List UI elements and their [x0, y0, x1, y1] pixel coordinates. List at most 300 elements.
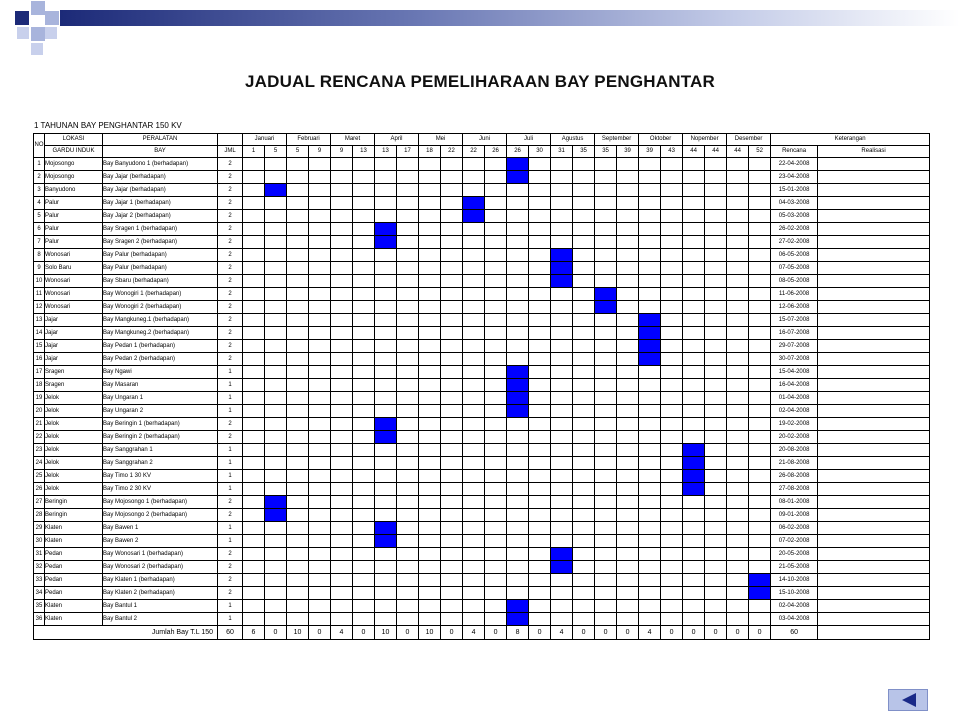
- row-rencana: 12-06-2008: [771, 301, 818, 314]
- week-cell: [485, 366, 507, 379]
- week-cell: [639, 587, 661, 600]
- week-cell: [617, 353, 639, 366]
- row-rencana: 21-08-2008: [771, 457, 818, 470]
- schedule-marker: [507, 158, 529, 171]
- week-cell: [463, 483, 485, 496]
- week-cell: [375, 158, 397, 171]
- week-cell: [573, 158, 595, 171]
- week-cell: [397, 535, 419, 548]
- week-cell: [529, 457, 551, 470]
- week-cell: [265, 613, 287, 626]
- week-cell: [573, 314, 595, 327]
- week-cell: [485, 470, 507, 483]
- week-cell: [683, 288, 705, 301]
- header-week: 30: [529, 146, 551, 158]
- back-nav-button[interactable]: [888, 689, 928, 711]
- week-cell: [287, 171, 309, 184]
- week-cell: [529, 327, 551, 340]
- week-cell: [331, 184, 353, 197]
- week-cell: [463, 418, 485, 431]
- week-cell: [419, 535, 441, 548]
- table-subtitle: 1 TAHUNAN BAY PENGHANTAR 150 KV: [34, 121, 182, 130]
- week-cell: [727, 197, 749, 210]
- row-lokasi: Jelok: [45, 431, 103, 444]
- week-cell: [551, 613, 573, 626]
- week-cell: [573, 223, 595, 236]
- week-cell: [639, 548, 661, 561]
- week-cell: [551, 470, 573, 483]
- week-cell: [287, 275, 309, 288]
- table-row: [34, 431, 930, 444]
- schedule-marker: [265, 184, 287, 197]
- week-cell: [749, 613, 771, 626]
- row-no: 3: [34, 184, 45, 197]
- week-cell: [507, 353, 529, 366]
- week-cell: [375, 314, 397, 327]
- week-cell: [463, 587, 485, 600]
- week-cell: [287, 613, 309, 626]
- week-cell: [463, 288, 485, 301]
- row-lokasi: Jelok: [45, 444, 103, 457]
- week-cell: [463, 236, 485, 249]
- week-cell: [397, 418, 419, 431]
- week-cell: [353, 561, 375, 574]
- row-realisasi: [818, 210, 930, 223]
- week-cell: [639, 158, 661, 171]
- week-cell: [441, 379, 463, 392]
- week-cell: [265, 379, 287, 392]
- week-cell: [551, 366, 573, 379]
- week-cell: [485, 600, 507, 613]
- week-cell: [639, 574, 661, 587]
- week-cell: [529, 314, 551, 327]
- week-cell: [617, 613, 639, 626]
- week-cell: [683, 600, 705, 613]
- week-cell: [485, 171, 507, 184]
- week-cell: [749, 405, 771, 418]
- week-cell: [683, 535, 705, 548]
- week-cell: [705, 600, 727, 613]
- row-lokasi: Beringin: [45, 509, 103, 522]
- week-cell: [265, 249, 287, 262]
- schedule-marker: [551, 249, 573, 262]
- week-cell: [243, 574, 265, 587]
- week-cell: [397, 327, 419, 340]
- week-cell: [749, 470, 771, 483]
- row-lokasi: Jelok: [45, 405, 103, 418]
- week-cell: [243, 405, 265, 418]
- week-cell: [485, 249, 507, 262]
- week-cell: [375, 509, 397, 522]
- week-cell: [595, 236, 617, 249]
- week-cell: [397, 210, 419, 223]
- week-cell: [441, 470, 463, 483]
- page-title: JADUAL RENCANA PEMELIHARAAN BAY PENGHANTAR: [245, 72, 715, 91]
- week-cell: [705, 405, 727, 418]
- schedule-marker: [551, 561, 573, 574]
- week-cell: [749, 431, 771, 444]
- week-cell: [353, 613, 375, 626]
- week-cell: [375, 288, 397, 301]
- row-no: 11: [34, 288, 45, 301]
- row-realisasi: [818, 366, 930, 379]
- row-no: 19: [34, 392, 45, 405]
- week-cell: [287, 561, 309, 574]
- week-cell: [683, 366, 705, 379]
- week-cell: [485, 223, 507, 236]
- week-cell: [309, 613, 331, 626]
- week-cell: [463, 561, 485, 574]
- row-lokasi: Wonosari: [45, 275, 103, 288]
- week-cell: [595, 262, 617, 275]
- week-cell: [705, 509, 727, 522]
- week-cell: [683, 353, 705, 366]
- week-cell: [309, 314, 331, 327]
- week-cell: [683, 236, 705, 249]
- row-bay: Bay Sanggrahan 1: [103, 444, 218, 457]
- week-cell: [331, 587, 353, 600]
- week-cell: [683, 431, 705, 444]
- week-cell: [243, 379, 265, 392]
- week-cell: [309, 587, 331, 600]
- footer-week-total: 0: [705, 626, 727, 640]
- schedule-marker: [375, 522, 397, 535]
- week-cell: [331, 197, 353, 210]
- week-cell: [463, 574, 485, 587]
- week-cell: [705, 327, 727, 340]
- week-cell: [331, 171, 353, 184]
- footer-week-total: 4: [331, 626, 353, 640]
- week-cell: [639, 470, 661, 483]
- week-cell: [375, 496, 397, 509]
- week-cell: [749, 171, 771, 184]
- week-cell: [595, 600, 617, 613]
- row-jml: 2: [218, 275, 243, 288]
- week-cell: [595, 158, 617, 171]
- week-cell: [683, 561, 705, 574]
- week-cell: [463, 184, 485, 197]
- week-cell: [617, 470, 639, 483]
- week-cell: [243, 587, 265, 600]
- footer-rencana-total: 60: [771, 626, 818, 640]
- week-cell: [287, 249, 309, 262]
- week-cell: [331, 535, 353, 548]
- week-cell: [727, 613, 749, 626]
- week-cell: [705, 392, 727, 405]
- week-cell: [309, 600, 331, 613]
- week-cell: [683, 509, 705, 522]
- week-cell: [573, 184, 595, 197]
- week-cell: [683, 392, 705, 405]
- week-cell: [441, 327, 463, 340]
- week-cell: [243, 496, 265, 509]
- schedule-marker: [595, 301, 617, 314]
- row-no: 12: [34, 301, 45, 314]
- week-cell: [441, 496, 463, 509]
- week-cell: [595, 249, 617, 262]
- week-cell: [573, 431, 595, 444]
- week-cell: [441, 522, 463, 535]
- week-cell: [419, 613, 441, 626]
- table-row: [34, 379, 930, 392]
- corner-square-light: [31, 1, 45, 15]
- week-cell: [441, 249, 463, 262]
- week-cell: [749, 223, 771, 236]
- week-cell: [529, 366, 551, 379]
- week-cell: [463, 327, 485, 340]
- week-cell: [639, 236, 661, 249]
- schedule-marker: [551, 275, 573, 288]
- week-cell: [441, 444, 463, 457]
- week-cell: [727, 548, 749, 561]
- week-cell: [595, 587, 617, 600]
- corner-square-navy: [15, 11, 29, 25]
- week-cell: [661, 483, 683, 496]
- week-cell: [265, 288, 287, 301]
- week-cell: [375, 262, 397, 275]
- row-jml: 2: [218, 262, 243, 275]
- row-bay: Bay Wonosari 2 (berhadapan): [103, 561, 218, 574]
- table-row: [34, 496, 930, 509]
- footer-week-total: 0: [397, 626, 419, 640]
- row-rencana: 20-02-2008: [771, 431, 818, 444]
- row-rencana: 03-04-2008: [771, 613, 818, 626]
- header-no: NO: [34, 134, 45, 158]
- footer-week-total: 0: [617, 626, 639, 640]
- week-cell: [485, 457, 507, 470]
- week-cell: [551, 236, 573, 249]
- week-cell: [287, 457, 309, 470]
- week-cell: [287, 522, 309, 535]
- row-no: 5: [34, 210, 45, 223]
- week-cell: [639, 366, 661, 379]
- week-cell: [683, 613, 705, 626]
- row-bay: Bay Mojosongo 2 (berhadapan): [103, 509, 218, 522]
- week-cell: [749, 158, 771, 171]
- week-cell: [727, 405, 749, 418]
- week-cell: [529, 509, 551, 522]
- week-cell: [287, 353, 309, 366]
- week-cell: [639, 262, 661, 275]
- week-cell: [573, 379, 595, 392]
- week-cell: [375, 197, 397, 210]
- week-cell: [309, 561, 331, 574]
- week-cell: [287, 366, 309, 379]
- row-rencana: 16-07-2008: [771, 327, 818, 340]
- week-cell: [529, 262, 551, 275]
- week-cell: [573, 561, 595, 574]
- week-cell: [463, 340, 485, 353]
- week-cell: [661, 405, 683, 418]
- week-cell: [661, 210, 683, 223]
- week-cell: [353, 535, 375, 548]
- week-cell: [243, 171, 265, 184]
- row-bay: Bay Beringin 2 (berhadapan): [103, 431, 218, 444]
- week-cell: [243, 366, 265, 379]
- week-cell: [485, 379, 507, 392]
- week-cell: [441, 197, 463, 210]
- header-keterangan: Keterangan: [771, 134, 930, 146]
- header-week: 44: [705, 146, 727, 158]
- week-cell: [551, 483, 573, 496]
- week-cell: [397, 444, 419, 457]
- row-realisasi: [818, 613, 930, 626]
- week-cell: [529, 444, 551, 457]
- schedule-marker: [595, 288, 617, 301]
- week-cell: [727, 379, 749, 392]
- week-cell: [705, 223, 727, 236]
- week-cell: [551, 496, 573, 509]
- row-jml: 1: [218, 405, 243, 418]
- row-realisasi: [818, 457, 930, 470]
- week-cell: [331, 314, 353, 327]
- row-realisasi: [818, 431, 930, 444]
- week-cell: [287, 470, 309, 483]
- row-rencana: 22-04-2008: [771, 158, 818, 171]
- week-cell: [309, 275, 331, 288]
- week-cell: [375, 587, 397, 600]
- week-cell: [705, 457, 727, 470]
- week-cell: [397, 600, 419, 613]
- row-bay: Bay Mangkuneg.1 (berhadapan): [103, 314, 218, 327]
- week-cell: [639, 509, 661, 522]
- row-bay: Bay Pedan 2 (berhadapan): [103, 353, 218, 366]
- table-row: [34, 340, 930, 353]
- week-cell: [617, 522, 639, 535]
- week-cell: [265, 418, 287, 431]
- week-cell: [683, 405, 705, 418]
- week-cell: [661, 431, 683, 444]
- week-cell: [287, 288, 309, 301]
- week-cell: [243, 444, 265, 457]
- week-cell: [243, 392, 265, 405]
- table-row: [34, 249, 930, 262]
- week-cell: [595, 366, 617, 379]
- header-gardu-induk: GARDU INDUK: [45, 146, 103, 158]
- week-cell: [749, 288, 771, 301]
- week-cell: [529, 522, 551, 535]
- week-cell: [441, 457, 463, 470]
- row-jml: 2: [218, 587, 243, 600]
- table-row: [34, 184, 930, 197]
- row-rencana: 27-02-2008: [771, 236, 818, 249]
- week-cell: [485, 327, 507, 340]
- week-cell: [243, 483, 265, 496]
- week-cell: [265, 301, 287, 314]
- row-bay: Bay Palur (berhadapan): [103, 262, 218, 275]
- week-cell: [551, 223, 573, 236]
- table-row: [34, 327, 930, 340]
- week-cell: [617, 314, 639, 327]
- week-cell: [309, 379, 331, 392]
- week-cell: [397, 249, 419, 262]
- week-cell: [617, 509, 639, 522]
- week-cell: [727, 301, 749, 314]
- week-cell: [419, 184, 441, 197]
- week-cell: [463, 171, 485, 184]
- week-cell: [397, 483, 419, 496]
- header-month-agustus: Agustus: [551, 134, 595, 146]
- week-cell: [573, 171, 595, 184]
- header-week: 9: [331, 146, 353, 158]
- row-rencana: 08-01-2008: [771, 496, 818, 509]
- row-rencana: 20-08-2008: [771, 444, 818, 457]
- week-cell: [683, 262, 705, 275]
- week-cell: [727, 483, 749, 496]
- week-cell: [551, 392, 573, 405]
- header-week: 18: [419, 146, 441, 158]
- week-cell: [529, 561, 551, 574]
- week-cell: [243, 535, 265, 548]
- week-cell: [485, 314, 507, 327]
- header-blank: [218, 134, 243, 146]
- row-jml: 1: [218, 470, 243, 483]
- week-cell: [617, 301, 639, 314]
- week-cell: [243, 600, 265, 613]
- week-cell: [507, 483, 529, 496]
- week-cell: [331, 561, 353, 574]
- week-cell: [661, 418, 683, 431]
- week-cell: [551, 600, 573, 613]
- row-realisasi: [818, 301, 930, 314]
- week-cell: [573, 535, 595, 548]
- week-cell: [595, 184, 617, 197]
- week-cell: [243, 249, 265, 262]
- week-cell: [419, 574, 441, 587]
- week-cell: [419, 379, 441, 392]
- week-cell: [353, 236, 375, 249]
- footer-week-total: 0: [749, 626, 771, 640]
- row-realisasi: [818, 379, 930, 392]
- table-row: [34, 275, 930, 288]
- week-cell: [573, 249, 595, 262]
- week-cell: [331, 262, 353, 275]
- week-cell: [287, 379, 309, 392]
- week-cell: [353, 197, 375, 210]
- week-cell: [331, 509, 353, 522]
- week-cell: [639, 392, 661, 405]
- week-cell: [529, 496, 551, 509]
- corner-square-light: [31, 27, 45, 41]
- week-cell: [749, 314, 771, 327]
- week-cell: [529, 353, 551, 366]
- week-cell: [727, 561, 749, 574]
- week-cell: [507, 249, 529, 262]
- week-cell: [595, 418, 617, 431]
- header-row-months: [34, 134, 930, 146]
- row-jml: 2: [218, 574, 243, 587]
- week-cell: [353, 522, 375, 535]
- row-rencana: 04-03-2008: [771, 197, 818, 210]
- row-jml: 1: [218, 366, 243, 379]
- week-cell: [661, 197, 683, 210]
- week-cell: [749, 392, 771, 405]
- week-cell: [485, 236, 507, 249]
- schedule-marker: [507, 405, 529, 418]
- week-cell: [639, 522, 661, 535]
- week-cell: [309, 574, 331, 587]
- week-cell: [463, 223, 485, 236]
- week-cell: [617, 535, 639, 548]
- week-cell: [661, 600, 683, 613]
- week-cell: [243, 223, 265, 236]
- week-cell: [595, 314, 617, 327]
- footer-week-total: 10: [287, 626, 309, 640]
- week-cell: [419, 405, 441, 418]
- week-cell: [749, 327, 771, 340]
- week-cell: [529, 171, 551, 184]
- week-cell: [353, 223, 375, 236]
